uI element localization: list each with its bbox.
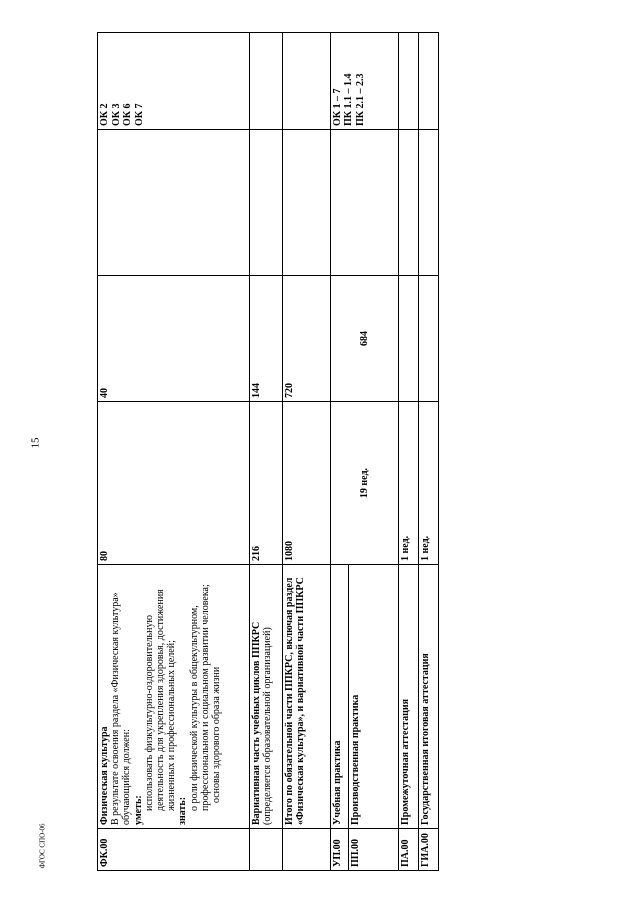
competences bbox=[419, 33, 439, 130]
class-hours: 720 bbox=[282, 276, 330, 402]
row-code bbox=[250, 829, 283, 871]
row-description bbox=[98, 565, 250, 829]
competence-code: ОК 3 bbox=[110, 103, 122, 126]
footer-text: ФГОС СПО-06 bbox=[38, 823, 47, 869]
row-code bbox=[282, 829, 330, 871]
row-code: УП.00 bbox=[330, 829, 348, 871]
table-row-fk bbox=[98, 33, 250, 871]
znat-label: знать: bbox=[177, 796, 189, 825]
row-title: Учебная практика bbox=[330, 565, 348, 829]
class-hours: 40 bbox=[98, 276, 250, 402]
competences bbox=[282, 33, 330, 130]
total-hours: 216 bbox=[250, 402, 283, 565]
umet-text: использовать физкультурно-оздоровительную деятельность для укрепления здоровья, достижения жизненных и профессиональных целей; bbox=[143, 589, 178, 811]
competence-code: ПК 2.1 – 2.3 bbox=[354, 73, 366, 126]
competences bbox=[399, 33, 419, 130]
discipline-index bbox=[399, 130, 419, 276]
curriculum-table-wrapper bbox=[97, 33, 439, 871]
total-hours: 1 нед. bbox=[399, 402, 419, 565]
row-subtitle: (определяется образовательной организацией) bbox=[262, 627, 274, 825]
class-hours: 684 bbox=[330, 276, 398, 402]
competences bbox=[250, 33, 283, 130]
competence-code: ОК 7 bbox=[133, 103, 145, 126]
znat-text-1: о роли физической культуры в общекультурном, профессиональном и социальном развитии человека; bbox=[188, 584, 211, 811]
total-hours: 1 нед. bbox=[419, 402, 439, 565]
class-hours bbox=[419, 276, 439, 402]
page-number: 15 bbox=[29, 437, 42, 449]
total-hours: 80 bbox=[98, 402, 250, 565]
curriculum-table-rotated bbox=[97, 33, 439, 871]
competence-code: ОК 2 bbox=[99, 103, 110, 126]
row-title: Вариативная часть учебных циклов ППКРС bbox=[251, 621, 263, 825]
row-description bbox=[250, 565, 283, 829]
znat-text-2: основы здорового образа жизни bbox=[210, 666, 222, 803]
row-intro: В результате освоения раздела «Физическая культура» обучающийся должен: bbox=[110, 592, 133, 825]
competence-code: ПК 1.1 – 1.4 bbox=[343, 73, 355, 126]
total-hours: 19 нед. bbox=[330, 402, 398, 565]
competence-code: ОК 6 bbox=[122, 103, 133, 126]
row-title: Физическая культура bbox=[99, 726, 110, 825]
total-hours: 1080 bbox=[282, 402, 330, 565]
table-row-up bbox=[330, 33, 348, 871]
discipline-index bbox=[330, 130, 398, 276]
discipline-index bbox=[98, 130, 250, 276]
curriculum-table bbox=[97, 32, 439, 871]
class-hours bbox=[399, 276, 419, 402]
row-code: ГИА.00 bbox=[419, 829, 439, 871]
row-code: ПП.00 bbox=[348, 829, 398, 871]
discipline-index bbox=[282, 130, 330, 276]
row-title: Производственная практика bbox=[348, 565, 398, 829]
discipline-index bbox=[419, 130, 439, 276]
discipline-index bbox=[250, 130, 283, 276]
competences bbox=[330, 33, 398, 130]
competences bbox=[98, 33, 250, 130]
row-title: Государственная итоговая аттестация bbox=[419, 565, 439, 829]
row-code: ПА.00 bbox=[399, 829, 419, 871]
row-code: ФК.00 bbox=[98, 829, 250, 871]
umet-label: уметь: bbox=[132, 795, 144, 825]
table-row-pa bbox=[399, 33, 419, 871]
competence-code: ОК 1 – 7 bbox=[331, 88, 343, 126]
row-title: Итого по обязательной части ППКРС, включая раздел «Физическая культура», и вариативной части ППКРС bbox=[282, 565, 330, 829]
table-row-gia bbox=[419, 33, 439, 871]
row-title: Промежуточная аттестация bbox=[399, 565, 419, 829]
table-row-total bbox=[282, 33, 330, 871]
table-row-variative bbox=[250, 33, 283, 871]
class-hours: 144 bbox=[250, 276, 283, 402]
